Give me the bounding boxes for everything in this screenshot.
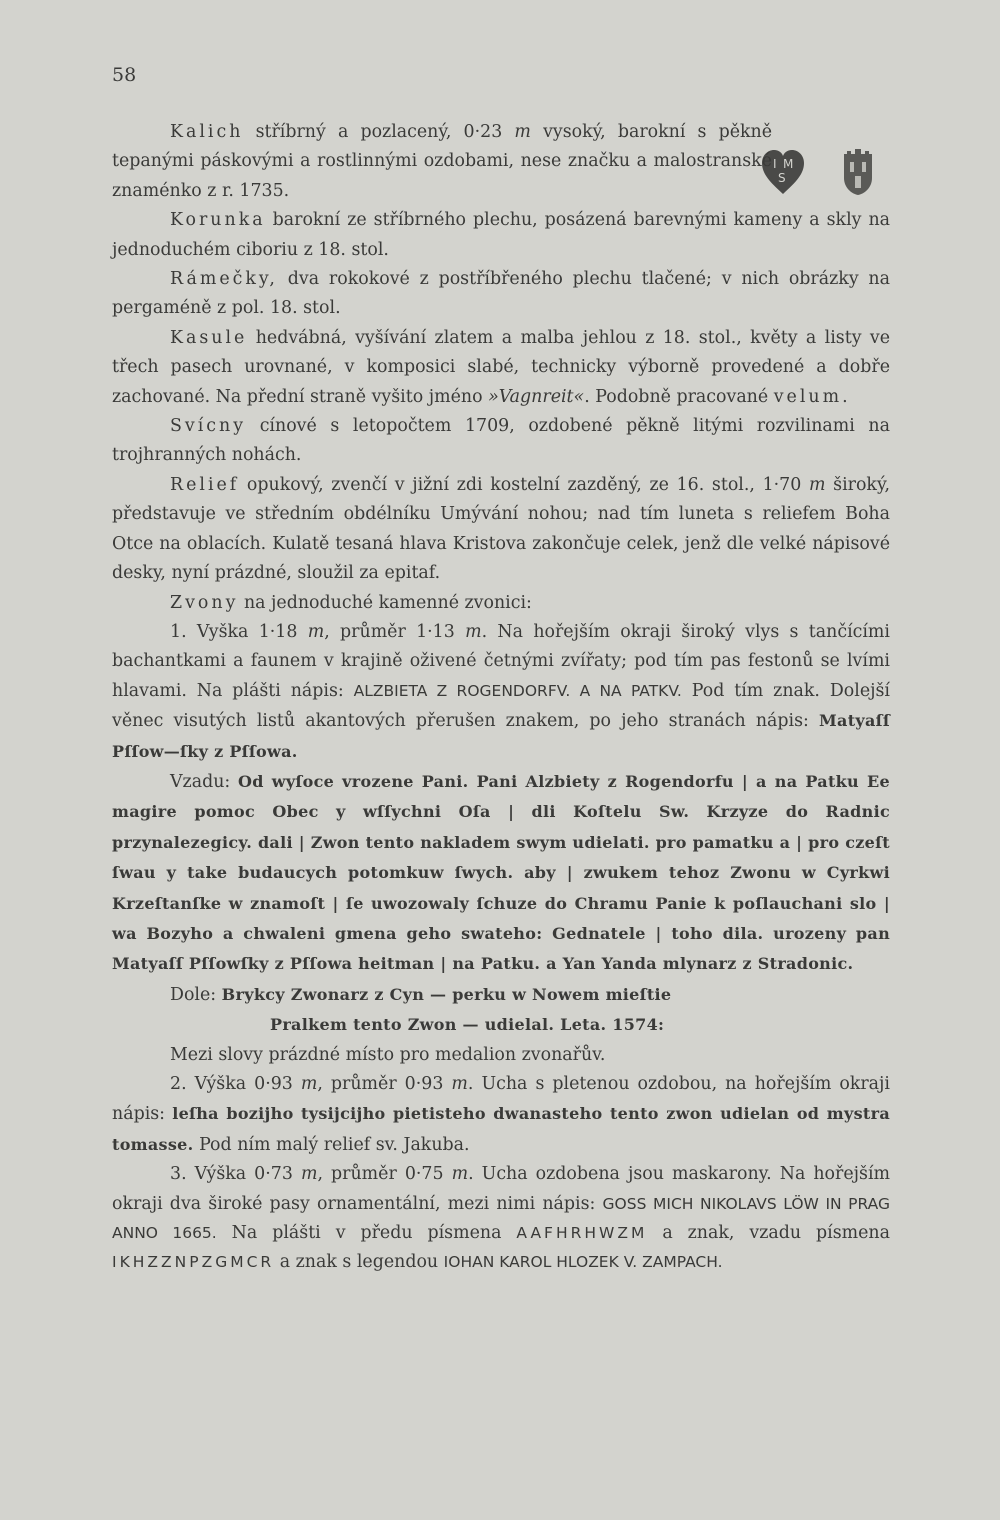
term-kasule: Kasule [170,327,248,348]
letters-front: AAFHRHWZM [516,1224,648,1243]
paragraph-kasule: Kasule hedvábná, vyšívání zlatem a malba jehlou z 18. stol., květy a listy ve třech pasech urovnané, v komposici slabé, technicky výborně provedené a dobře zachované. Na přední straně vyšito jméno »Vagnreit«. Podobně pracované velum. [112,327,890,407]
term-kalich: Kalich [170,122,244,142]
term-korunka: Korunka [170,210,266,231]
term-relief: Relief [170,474,240,495]
paragraph-bell-2: 2. Výška 0·93 m, průměr 0·93 m. Ucha s pletenou ozdobou, na hořejším okraji nápis: leſha bozijho tysijcijho pietisteho dwanasteho tento zwon udielan od mystra tomasse. Pod ním malý relief sv. Jakuba. [112,1074,890,1155]
heart-letter-i: I [773,157,777,171]
paragraph-ramecky: Rámečky, dva rokokové z postříbřeného plechu tlačené; v nich obrázky na pergaméně z pol. 18. stol. [112,269,891,319]
inscription-vzadu: Od wyſoce vrozene Pani. Pani Alzbiety z Rogendorfu | a na Patku Ee magire pomoc Obec y wſſychni Oſa | dli Koſtelu Sw. Krzyze do Radnic przynalezegicy. dali | Zwon tento nakladem swym udielati. pro pamatku a | pro czeſt ſwau y take budaucych potomkuw ſwych. aby | zwukem tehoz Zwonu w Cyrkwi Krzeſtanſke w znamoſt | ſe uwozowaly ſchuze do Chramu Panie k poſlauchani slo | wa Bozyho a chwaleni gmena geho swateho: Gednatele | toho dila. urozeny pan Matyaſſ Pſſowſky z Pſſowa heitman | na Patku. a Yan Yanda mlynarz z Stradonic. [112,771,890,974]
paragraph-dole [112,980,890,1010]
inscription-tomasse: leſha bozijho tysijcijho pietisteho dwanasteho tento zwon udielan od mystra tomasse. [112,1104,890,1154]
page-number: 58 [112,64,137,86]
heart-letter-m: M [783,157,794,171]
inscription-alzbieta: ALZBIETA Z ROGENDORFV. A NA PATKV. [353,681,682,700]
paragraph-vzadu [112,767,890,980]
term-svicny: Svícny [170,416,247,437]
inscription-dole-line-2: Pralkem tento Zwon — udielal. Leta. 1574: [270,1015,665,1035]
paragraph-dole-line-2 [112,1010,890,1040]
heart-letter-s: S [778,171,786,185]
inscription-goss-mich: GOSS MICH NIKOLAVS LÖW IN PRAG ANNO 1665. [112,1194,890,1243]
paragraph-kalich: Kalich stříbrný a pozlacený, 0·23 m vysoký, barokní s pěkně tepanými páskovými a rostlinnými ozdobami, nese značku a malostranské znaménko z r. 1735. [112,122,773,201]
paragraph-svicny: Svícny cínové s letopočtem 1709, ozdobené pěkně litými rozvilinami na trojhranných nohách. [112,416,890,466]
term-zvony: Zvony [170,592,239,613]
inscription-matyass: Matyaſſ Pſſow—ſky z Pſſowa. [112,711,891,761]
paragraph-relief: Relief opukový, zvenčí v jižní zdi kostelní zazděný, ze 16. stol., 1·70 m široký, představuje ve středním obdélníku Umývání nohou; nad tím luneta s reliefem Boha Otce na oblacích. Kulatě tesaná hlava Kristova zakončuje celek, jenž dle velké nápisové desky, nyní prázdné, sloužil za epitaf. [112,474,891,584]
paragraph-bell-3: 3. Výška 0·73 m, průměr 0·75 m. Ucha ozdobena jsou maskarony. Na hořejším okraji dva široké pasy ornamentální, mezi nimi nápis: GOSS MICH NIKOLAVS LÖW IN PRAG ANNO 1665. Na plášti v předu písmena AAFHRHWZM a znak, vzadu písmena IKHZZNPZGMCR a znak s legendou IOHAN KAROL HLOZEK V. ZAMPACH. [112,1164,890,1273]
inscription-hlozek: IOHAN KAROL HLOZEK V. ZAMPACH. [443,1253,723,1272]
paragraph-zvony: Zvony na jednoduché kamenné zvonici: [170,592,532,613]
inscription-dole-line-1: Brykcy Zwonarz z Cyn — perku w Nowem mieſtie [221,984,672,1004]
paragraph-mezi: Mezi slovy prázdné místo pro medalion zvonařův. [170,1044,606,1065]
page-text [112,118,890,1278]
label-dole: Dole: [170,984,217,1005]
label-vzadu: Vzadu: [170,771,231,792]
letters-back: IKHZZNPZGMCR [112,1253,275,1272]
paragraph-bell-1: 1. Vyška 1·18 m, průměr 1·13 m. Na hořejším okraji široký vlys s tančícími bachantkami a faunem v krajině oživené četnými zvířaty; pod tím pas festonů se lvími hlavami. Na plášti nápis: ALZBIETA Z ROGENDORFV. A NA PATKV. Pod tím znak. Dolejší věnec visutých listů akantových přerušen znakem, po jeho stranách nápis: Matyaſſ Pſſow—ſky z Pſſowa. [112,621,891,761]
term-ramecky: Rámečky, [170,269,278,290]
paragraph-korunka: Korunka barokní ze stříbrného plechu, posázená barevnými kameny a skly na jednoduchém ciboriu z 18. stol. [112,210,891,260]
